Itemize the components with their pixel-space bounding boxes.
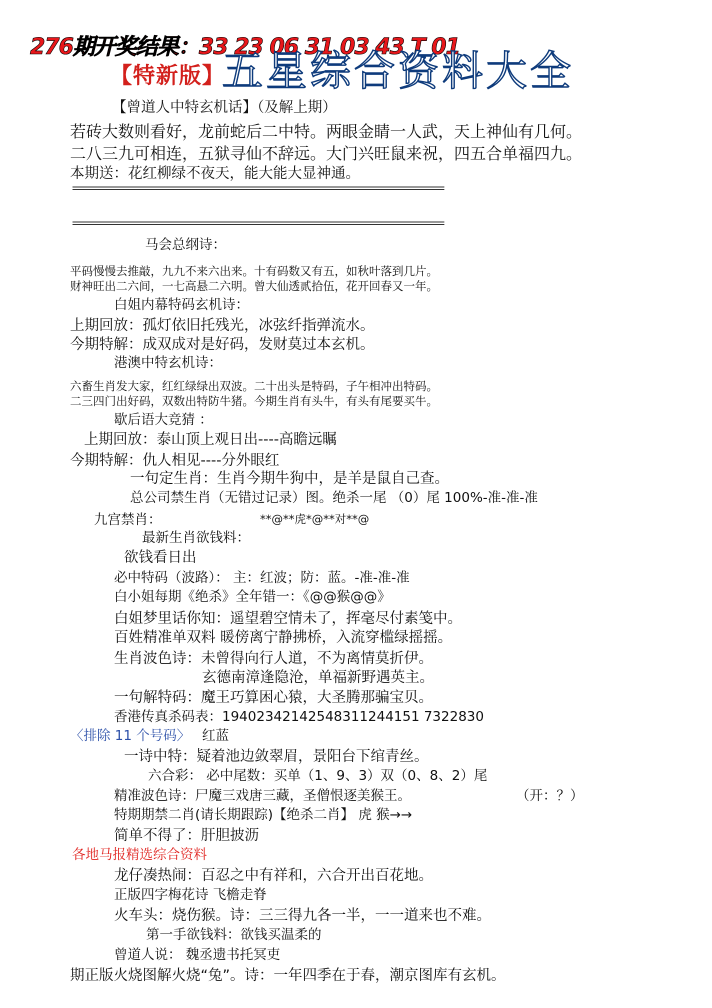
text-line: **@**虎*@**对**@ [260,512,370,526]
text-line: 白姐梦里话你知：遥望碧空情未了，挥毫尽付素笺中。 [114,611,462,627]
section-heading: 各地马报精选综合资料 [72,847,207,863]
text-line: 欲钱看日出 [124,550,197,566]
text-line: 二三四门出好码，双数出特防牛猪。今期生肖有头牛，有头有尾要买牛。 [70,394,438,408]
text-line: 第一手欲钱料：欲钱买温柔的 [146,927,322,943]
text-line: 平码慢慢去推敲，九九不来六出来。十有码数又有五，如秋叶落到几片。 [70,264,438,278]
text-line: 正版四字梅花诗 飞檐走脊 [114,887,267,903]
text-line: 上期回放：孤灯依旧托残光，冰弦纤指弹流水。 [70,318,375,334]
text-line: 红蓝 [202,728,229,744]
text-line: 一诗中特：疑着池边敛翠眉，景阳台下绾青丝。 [124,749,429,765]
text-line: 火车头：烧伤猴。诗：三三得九各一半，一一道来也不难。 [114,908,491,924]
section-heading: 【曾道人中特玄机话】（及解上期） [112,100,337,116]
text-line: 一句定生肖：生肖今期牛狗中，是羊是鼠自己查。 [130,471,449,487]
text-line: 财神旺出二六间，一七高悬二六明。曾大仙透贰拾伍，花开回春又一年。 [70,279,438,293]
text-line: 九宫禁肖： [94,512,162,528]
text-line: 百姓精准单双料 暖傍离宁静拂桥，入流穿槛绿摇摇。 [114,630,453,646]
text-line: 简单不得了：肝胆披沥 [114,828,259,844]
text-line: 生肖波色诗：未曾得向行人道，不为离情莫折伊。 [114,651,433,667]
section-heading: 港澳中特玄机诗： [114,355,222,371]
result-banner: 276期开奖结果：33 23 06 31 03 43 T 01 [30,35,460,60]
text-line: 龙仔凑热闹：百忍之中有祥和，六合开出百花地。 [114,868,433,884]
text-line: 白小姐每期《绝杀》全年错一：《@@猴@@》 [114,589,391,605]
text-line: 今期特解：成双成对是好码，发财莫过本玄机。 [70,337,375,353]
text-line: 上期回放：泰山顶上观日出----高瞻远瞩 [84,432,337,448]
text-line: 六合彩： 必中尾数：买单（1、9、3）双（0、8、2）尾 [148,768,488,784]
text-line: 六畜生肖发大家，红红绿绿出双波。二十出头是特码，子午相冲出特码。 [70,379,438,393]
text-line: 特期期禁二肖(请长期跟踪)【绝杀二肖】 虎 猴→→ [114,807,413,823]
text-line: 今期特解：仇人相见----分外眼红 [70,453,280,469]
section-heading: 马会总纲诗： [145,237,226,253]
text-line: 二八三九可相连，五狱寻仙不辞远。大门兴旺鼠来祝，四五合单福四九。 [70,144,583,163]
text-line: 期正版火烧图解火烧“兔”。诗：一年四季在于春，潮京图库有玄机。 [70,968,506,984]
text-line: 一句解特码：魔王巧算困心猿，大圣腾那骗宝贝。 [114,690,433,706]
page-title: 五星综合资料大全 [222,47,574,95]
text-line: 曾道人说： 魏丞遗书托冥吏 [114,947,281,963]
text-line: 香港传真杀码表：19402342142548311244151 7322830 [114,709,484,725]
separator: ================================================================== [72,181,444,195]
text-line: 玄德南漳逢隐沧，单福新野遇英主。 [202,670,434,686]
text-line: 若砖大数则看好，龙前蛇后二中特。两眼金睛一人武，天上神仙有几何。 [70,122,583,141]
edition-label: 【特新版】 [110,64,226,89]
text-line: 总公司禁生肖（无错过记录）图。绝杀一尾 （0）尾 100%-准-准-准 [130,490,538,506]
section-heading: 歇后语大竞猜 ： [114,412,213,428]
text-line: 精准波色诗：尸魔三戏唐三藏，圣僧恨逐美猴王。 [114,788,411,804]
text-line: （开：？） [516,788,584,804]
section-heading: 最新生肖欲钱料： [142,530,250,546]
text-line: 本期送：花红柳绿不夜天，能大能大显神通。 [70,166,360,182]
separator: ================================================================== [72,216,444,230]
text-line: 必中特码（波路）： 主：红波；防：蓝。-准-准-准 [114,570,410,586]
section-heading: 白姐内幕特码玄机诗： [114,297,249,313]
text-line: 〈排除 11 个号码〉 [70,728,191,744]
